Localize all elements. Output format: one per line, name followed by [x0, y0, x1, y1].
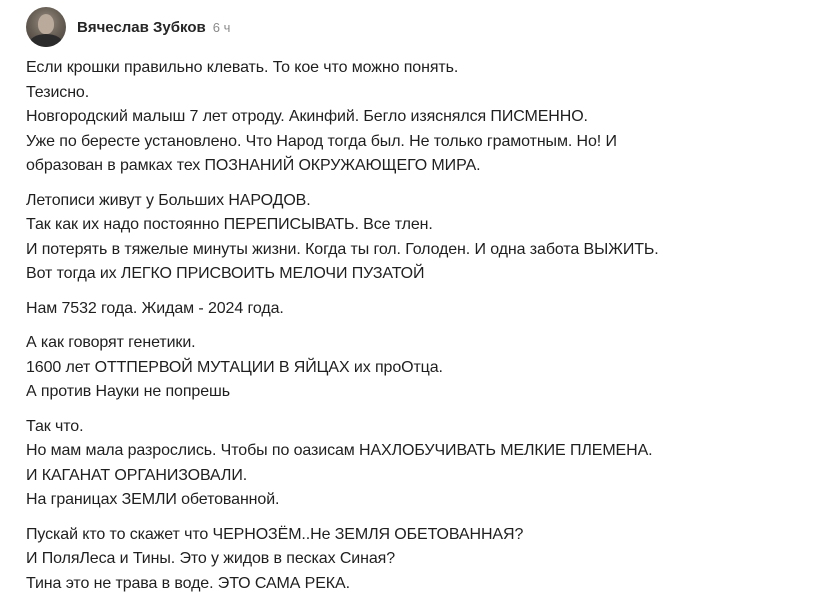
text-line: И ПоляЛеса и Тины. Это у жидов в песках Синая? [26, 550, 396, 567]
text-line: Тина это не трава в воде. ЭТО САМА РЕКА. [26, 574, 350, 592]
text-line: И потерять в тяжелые минуты жизни. Когда ты гол. Голоден. И одна забота ВЫЖИТЬ. [26, 240, 659, 258]
avatar-face [38, 14, 54, 34]
paragraph [26, 523, 816, 597]
text-line: А против Науки не попрешь [26, 383, 230, 400]
text-line: Если крошки правильно клевать. То кое что можно понять. [26, 59, 459, 76]
avatar[interactable] [26, 7, 66, 47]
text-line: 1600 лет ОТТПЕРВОЙ МУТАЦИИ В ЯЙЦАХ их проОтца. [26, 358, 443, 376]
text-line: Нам 7532 года. Жидам - 2024 года. [26, 299, 284, 317]
text-line: Уже по бересте установлено. Что Народ тогда был. Не только грамотным. Но! И [26, 132, 617, 150]
paragraph [26, 415, 816, 513]
text-line: И КАГАНАТ ОРГАНИЗОВАЛИ. [26, 466, 248, 484]
avatar-shoulders [29, 34, 63, 47]
text-line: Так что. [26, 417, 84, 435]
text-line: образован в рамках тех ПОЗНАНИЙ ОКРУЖАЮЩЕГО МИРА. [26, 157, 481, 174]
text-line: На границах ЗЕМЛИ обетованной. [26, 491, 280, 508]
author-name[interactable]: Вячеслав Зубков [77, 18, 206, 36]
text-line: Новгородский малыш 7 лет отроду. Акинфий. Бегло изяснялся ПИСМЕННО. [26, 108, 588, 125]
text-line: А как говорят генетики. [26, 334, 196, 351]
comment-body [26, 56, 816, 606]
comment-header [26, 7, 230, 47]
text-line: Вот тогда их ЛЕГКО ПРИСВОИТЬ МЕЛОЧИ ПУЗАТОЙ [26, 265, 425, 282]
paragraph [26, 189, 816, 287]
text-line: Тезисно. [26, 83, 90, 101]
text-line: Так как их надо постоянно ПЕРЕПИСЫВАТЬ. Все тлен. [26, 216, 433, 233]
paragraph [26, 297, 816, 322]
post-timestamp[interactable]: 6 ч [212, 19, 231, 35]
text-line: Но мам мала разрослись. Чтобы по оазисам НАХЛОБУЧИВАТЬ МЕЛКИЕ ПЛЕМЕНА. [26, 442, 653, 459]
paragraph [26, 56, 816, 179]
paragraph [26, 331, 816, 405]
text-line: Пускай кто то скажет что ЧЕРНОЗЁМ..Не ЗЕМЛЯ ОБЕТОВАННАЯ? [26, 525, 524, 543]
text-line: Летописи живут у Больших НАРОДОВ. [26, 191, 311, 209]
